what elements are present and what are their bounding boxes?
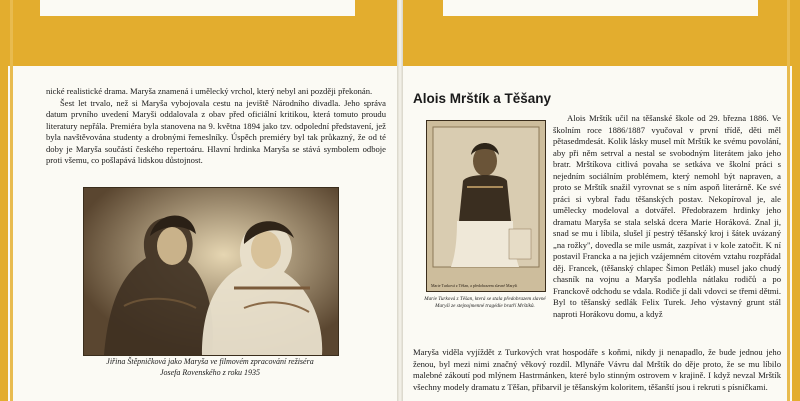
portrait-photo [426, 120, 546, 292]
left-paragraph-2: Šest let trvalo, než si Maryša vybojovala cestu na jeviště Národního divadla. Jeho správa datum prvního uvedení Maryši oddalovala z obav před oficiální kritikou, která tomuto proudu literatury nepřála. Premiéra byla stanovena na 9. května 1894 jako tzv. odpolední představení, jež byla navštěvována studenty a drobnými řemeslníky. Úspěch premiéry byl tak průkazný, že od té doby je Maryša součástí českého repertoáru. Hlavní hrdinka Maryša se stává symbolem odboje proti všemu, co pošlapává lidskou důstojnost. [46, 97, 386, 165]
left-paragraph-1: nické realistické drama. Maryša znamená i umělecký vrchol, který nebyl ani později překonán. [46, 86, 373, 96]
right-edge-inner-strip [787, 0, 790, 401]
right-full-text [413, 347, 781, 393]
portrait-caption: Marie Turková z Těšan, která se stala předobrazem slavné Maryši ze stejnojmenné tragédie bratří Mrštíků. [424, 296, 546, 309]
portrait-inscription: Marie Turková z Těšan, a předobrazem slavné Maryši [431, 283, 518, 288]
right-paragraph-intro: Alois Mrštík učil na těšanské škole od 29. března 1886. Ve školním roce 1886/1887 vyučoval v první třídě, děti měl pětasedmdesát. Kolik lásky musel mít Mrštík ke svému povolání, aby při něm setrval a nestal se svobodným literátem jako jeho bratr. Mrštíkova citlivá povaha se setkáva ve školní práci s nejedním sociálním problémem, který nemohl být napraven, a proto se Mrštík snažil vyrovnat se s ním aspoň literárně. Ke své práci si vybral řadu těšanských postav. Nekopíroval je, ale umělecky modeloval a dotvářel. Předobrazem hrdinky jeho dramatu Maryša se stala selská dcera Marie Horáková. Znal ji, snad se mu i líbila, slušel jí pestrý těšanský kroj i šátek uvázaný „na rožky", dovedla se mile usmát, zazpívat i v kole zatočit. K ní postavil Francka a na jejich vzájemném citovém vztahu rozpřádal děj. Francek, (těšanský chlapec Šimon Petlák) musel jako chudý chasník na vojnu a Maryša podlehla nátlaku rodičů a po Franckově odchodu se vdala. Rodiče jí dali vdovci se třemi dětmi. Byl to těšanský sedlák Felix Turek. Jeho výstavný grunt stál naproti Horákovu domu, a když [553, 113, 781, 319]
film-still-caption [60, 356, 360, 378]
right-page-header [413, 66, 785, 106]
left-page-text [46, 66, 386, 167]
left-edge-strip [0, 0, 8, 401]
right-edge-strip [792, 0, 800, 401]
section-heading: Alois Mrštík a Těšany [413, 91, 552, 106]
film-still-photo [83, 187, 339, 356]
right-floated-text [553, 113, 781, 320]
film-still-caption-line-2: Josefa Rovenského z roku 1935 [159, 368, 261, 377]
film-still-caption-line-1: Jiřina Štěpničková jako Maryša ve filmovém zpracování režiséra [106, 357, 314, 366]
left-edge-inner-strip [10, 0, 13, 401]
left-top-band [0, 0, 397, 66]
portrait-illustration [427, 121, 545, 291]
right-top-band [403, 0, 800, 66]
right-paragraph-continued: Maryša viděla vyjíždět z Turkových vrat hospodáře s koňmi, nikdy ji nenapadlo, že bude jednou jeho ženou, byl mezi nimi značný věkový rozdíl. Mlynáře Vávru dal Mrštík do děje proto, že se mu líbilo malebné zákoutí pod mlýnem Hastrmánken, které bylo stinným ostrovem v krajině. I když nevzal Mrštík všechny modely dramatu z Těšan, přibarvil je těšanským koloritem, těšanští jsou i rekruti s písničkami. [413, 347, 781, 392]
film-still-illustration [84, 188, 338, 355]
